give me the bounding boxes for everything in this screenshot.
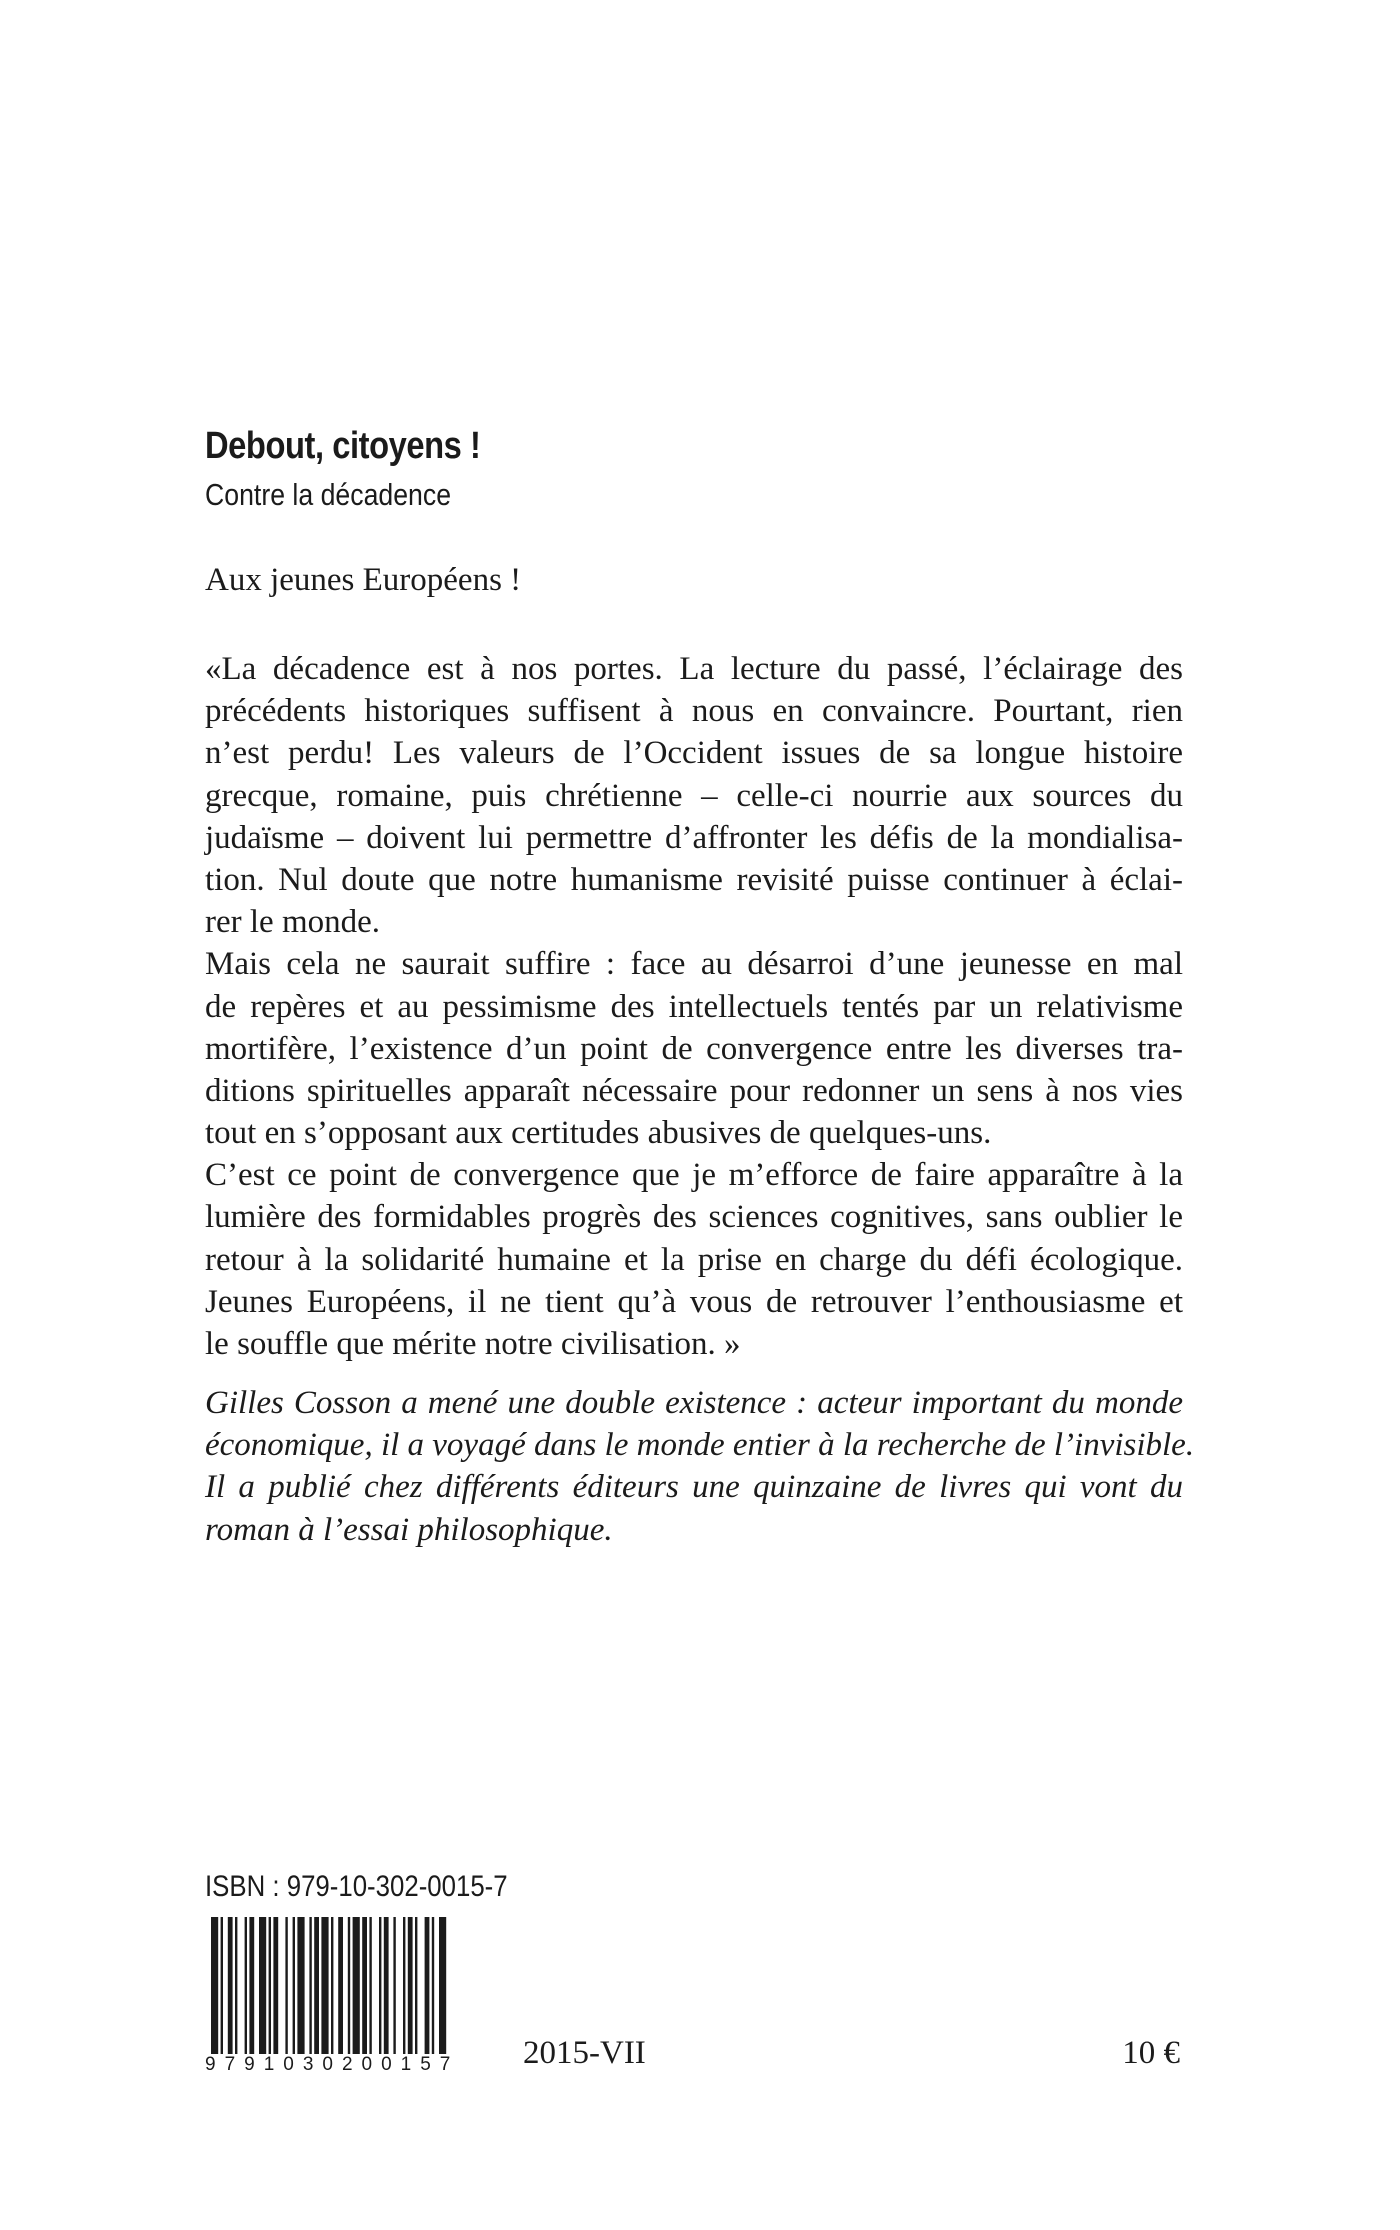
blurb-line: tion. Nul doute que notre humanisme revisité puisse continuer à éclai- [205, 861, 1183, 898]
blurb-line: de repères et au pessimisme des intellectuels tentés par un relativisme [205, 988, 1183, 1025]
blurb-line: ditions spirituelles apparaît nécessaire pour redonner un sens à nos vies [205, 1072, 1183, 1109]
book-title: Debout, citoyens ! [205, 425, 481, 467]
blurb-line: retour à la solidarité humaine et la prise en charge du défi écologique. [205, 1241, 1183, 1278]
blurb-line: précédents historiques suffisent à nous en convaincre. Pourtant, rien [205, 693, 1183, 730]
bio-line: économique, il a voyagé dans le monde entier à la recherche de l’invisible. [205, 1427, 1195, 1464]
edition-code: 2015-VII [523, 2035, 646, 2071]
blurb-line: judaïsme – doivent lui permettre d’affronter les défis de la mondialisa- [205, 819, 1183, 856]
blurb-line: rer le monde. [205, 904, 381, 941]
bio-line: roman à l’essai philosophique. [205, 1511, 613, 1548]
blurb-line: Jeunes Européens, il ne tient qu’à vous de retrouver l’enthousiasme et [205, 1283, 1183, 1320]
blurb-line: «La décadence est à nos portes. La lecture du passé, l’éclairage des [205, 651, 1183, 687]
blurb-line: grecque, romaine, puis chrétienne – celle-ci nourrie aux sources du [205, 777, 1183, 814]
bio-line: Il a publié chez différents éditeurs une quinzaine de livres qui vont du [205, 1469, 1183, 1506]
blurb-line: mortifère, l’existence d’un point de convergence entre les diverses tra- [205, 1030, 1183, 1067]
bio-line: Gilles Cosson a mené une double existence : acteur important du monde [205, 1385, 1183, 1421]
price: 10 € [1122, 2035, 1180, 2071]
blurb-line: n’est perdu! Les valeurs de l’Occident issues de sa longue histoire [205, 735, 1183, 772]
blurb-line: lumière des formidables progrès des sciences cognitives, sans oublier le [205, 1199, 1183, 1236]
blurb-text [205, 648, 1183, 1365]
blurb-line: le souffle que mérite notre civilisation. » [205, 1326, 741, 1362]
blurb-line: tout en s’opposant aux certitudes abusives de quelques-uns. [205, 1115, 992, 1152]
author-bio [205, 1382, 1195, 1551]
barcode-digits: 9791030200157 [205, 2054, 460, 2075]
blurb-line: Mais cela ne saurait suffire : face au désarroi d’une jeunesse en mal [205, 946, 1183, 983]
dedication: Aux jeunes Européens ! [205, 562, 522, 598]
barcode-icon [205, 1917, 515, 2054]
blurb-line: C’est ce point de convergence que je m’efforce de faire apparaître à la [205, 1157, 1183, 1194]
book-subtitle: Contre la décadence [205, 477, 452, 512]
isbn-label: ISBN : 979-10-302-0015-7 [205, 1870, 508, 1903]
